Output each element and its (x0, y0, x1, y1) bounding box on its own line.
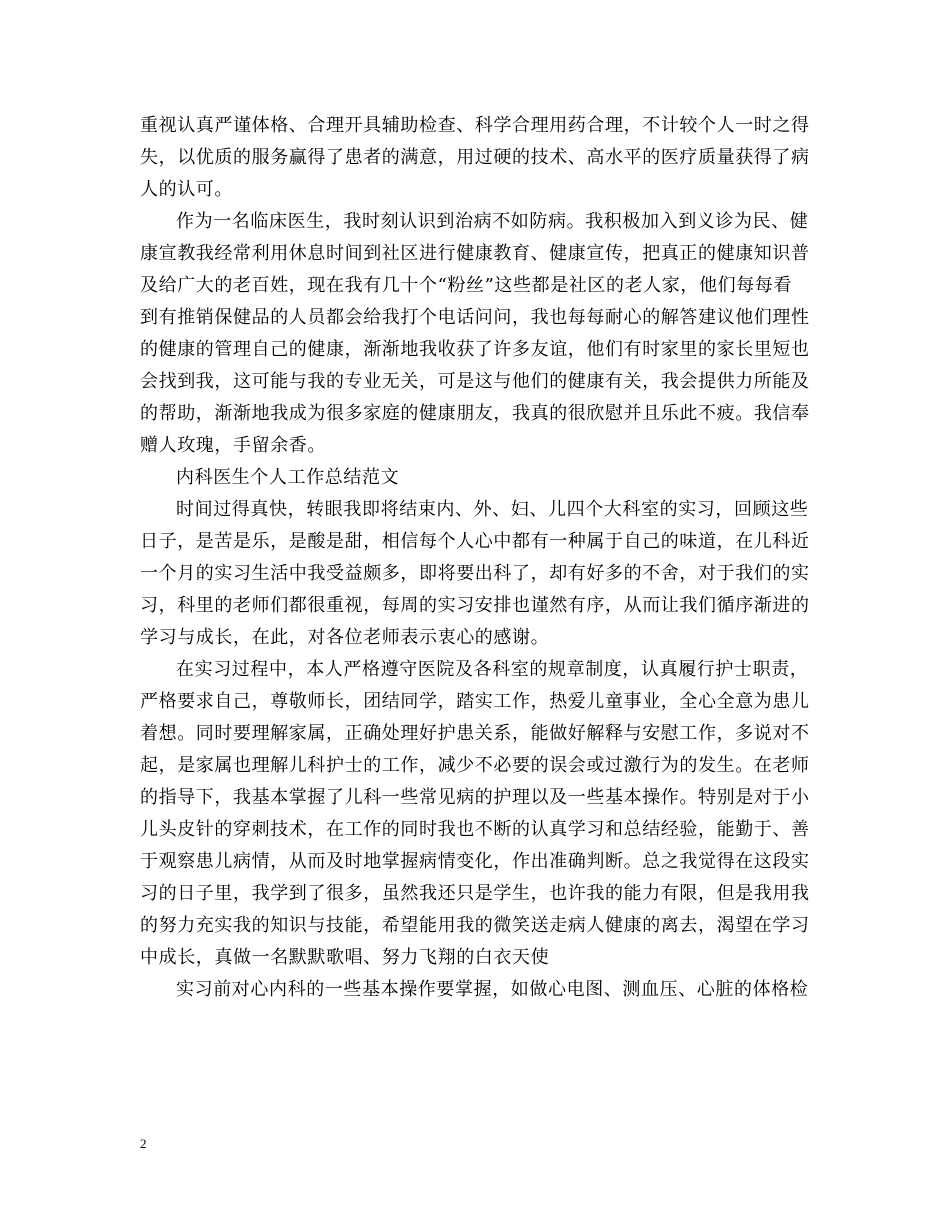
text-line: 重视认真严谨体格、合理开具辅助检查、科学合理用药合理，不计较个人一时之得 (140, 115, 810, 136)
text-line: 的帮助，渐渐地我成为很多家庭的健康朋友，我真的很欣慰并且乐此不疲。我信奉 (140, 403, 810, 424)
text-line: 的努力充实我的知识与技能，希望能用我的微笑送走病人健康的离去，渴望在学习 (140, 915, 810, 936)
text-line: 儿头皮针的穿刺技术，在工作的同时我也不断的认真学习和总结经验，能勤于、善 (140, 819, 810, 840)
text-line: 赠人玫瑰，手留余香。 (140, 435, 326, 456)
text-line: 起，是家属也理解儿科护士的工作，减少不必要的误会或过激行为的发生。在老师 (140, 755, 810, 776)
text-line: 康宣教我经常利用休息时间到社区进行健康教育、健康宣传，把真正的健康知识普 (140, 243, 810, 264)
heading-line: 内科医生个人工作总结范文 (176, 467, 400, 488)
text-line: 的指导下，我基本掌握了儿科一些常见病的护理以及一些基本操作。特别是对于小 (140, 787, 810, 808)
text-line: 的健康的管理自己的健康，渐渐地我收获了许多友谊，他们有时家里的家长里短也 (140, 339, 810, 360)
text-line: 中成长，真做一名默默歌唱、努力飞翔的白衣天使 (140, 947, 550, 968)
document-body (140, 110, 820, 1006)
text-line: 及给广大的老百姓，现在我有几十个“粉丝”这些都是社区的老人家，他们每每看 (140, 275, 793, 296)
text-line: 失，以优质的服务赢得了患者的满意，用过硬的技术、高水平的医疗质量获得了病 (140, 147, 810, 168)
paragraph-5 (140, 974, 820, 1006)
section-heading (140, 462, 820, 494)
text-line: 到有推销保健品的人员都会给我打个电话问问，我也每每耐心的解答建议他们理性 (140, 307, 810, 328)
text-line: 学习与成长，在此，对各位老师表示衷心的感谢。 (140, 627, 550, 648)
text-line: 实习前对心内科的一些基本操作要掌握，如做心电图、测血压、心脏的体格检 (176, 979, 809, 1000)
text-line: 一个月的实习生活中我受益颇多，即将要出科了，却有好多的不舍，对于我们的实 (140, 563, 810, 584)
page-number: 2 (140, 1136, 147, 1151)
text-line: 日子，是苦是乐，是酸是甜，相信每个人心中都有一种属于自己的味道，在儿科近 (140, 531, 810, 552)
text-line: 会找到我，这可能与我的专业无关，可是这与他们的健康有关，我会提供力所能及 (140, 371, 810, 392)
text-line: 着想。同时要理解家属，正确处理好护患关系，能做好解释与安慰工作，多说对不 (140, 723, 810, 744)
text-line: 严格要求自己，尊敬师长，团结同学，踏实工作，热爱儿童事业，全心全意为患儿 (140, 691, 810, 712)
text-line: 人的认可。 (140, 179, 233, 200)
text-line: 于观察患儿病情，从而及时地掌握病情变化，作出准确判断。总之我觉得在这段实 (140, 851, 810, 872)
text-line: 作为一名临床医生，我时刻认识到治病不如防病。我积极加入到义诊为民、健 (176, 211, 809, 232)
text-line: 时间过得真快，转眼我即将结束内、外、妇、儿四个大科室的实习，回顾这些 (176, 499, 809, 520)
paragraph-4 (140, 654, 820, 974)
paragraph-3 (140, 494, 820, 654)
text-line: 在实习过程中，本人严格遵守医院及各科室的规章制度，认真履行护士职责， (176, 659, 809, 680)
text-line: 习，科里的老师们都很重视，每周的实习安排也谨然有序，从而让我们循序渐进的 (140, 595, 810, 616)
text-line: 习的日子里，我学到了很多，虽然我还只是学生，也许我的能力有限，但是我用我 (140, 883, 810, 904)
paragraph-2 (140, 206, 820, 462)
paragraph-1 (140, 110, 820, 206)
